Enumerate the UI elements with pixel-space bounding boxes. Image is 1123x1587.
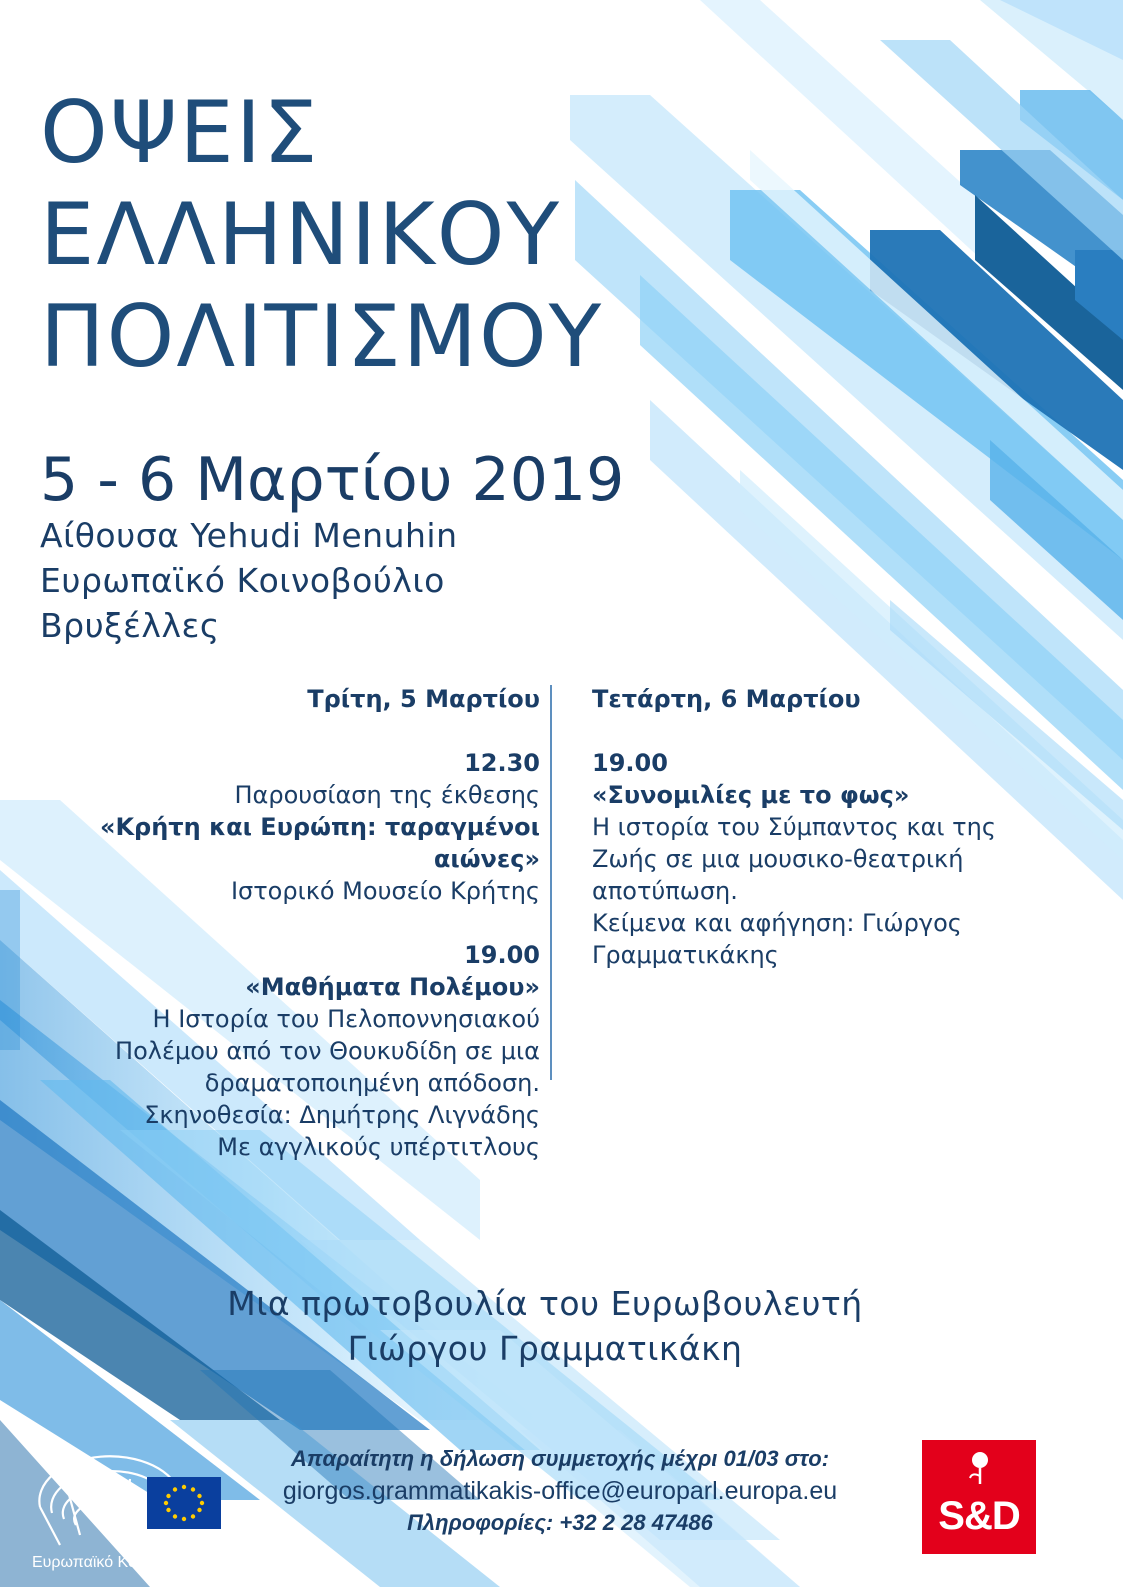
initiative-line-1: Μια πρωτοβουλία του Ευρωβουλευτή bbox=[227, 1284, 863, 1323]
day-2-event-1-title: «Συνομιλίες με το φως» bbox=[592, 781, 910, 809]
day-2-event-1-line-3: αποτύπωση. bbox=[592, 877, 738, 905]
day-1-event-2-line-1: Η Ιστορία του Πελοποννησιακού bbox=[152, 1005, 540, 1033]
day-2-heading: Τετάρτη, 6 Μαρτίου bbox=[592, 685, 861, 713]
day-1-event-1-organizer: Ιστορικό Μουσείο Κρήτης bbox=[230, 877, 540, 905]
day-2-event-1-line-2: Ζωής σε μια μουσικο-θεατρική bbox=[592, 845, 964, 873]
day-1-event-2-time: 19.00 bbox=[464, 941, 540, 969]
title-line-3: ΠΟΛΙΤΙΣΜΟΥ bbox=[40, 287, 604, 387]
day-1-event-2-line-2: Πολέμου από τον Θουκυδίδη σε μια bbox=[115, 1037, 540, 1065]
day-1-event-2-line-3: δραματοποιημένη απόδοση. bbox=[204, 1069, 540, 1097]
day-1-event-1-time: 12.30 bbox=[464, 749, 540, 777]
title-line-1: ΟΨΕΙΣ bbox=[40, 83, 320, 183]
registration-email[interactable]: giorgos.grammatikakis-office@europarl.europa.eu bbox=[282, 1477, 838, 1505]
european-parliament-caption: Ευρωπαϊκό Κοινοβούλιο bbox=[32, 1554, 205, 1571]
event-date: 5 - 6 Μαρτίου 2019 bbox=[40, 445, 625, 515]
rose-icon bbox=[966, 1450, 994, 1486]
day-2-event-1-line-4: Κείμενα και αφήγηση: Γιώργος bbox=[592, 909, 962, 937]
program-day-2 bbox=[592, 683, 1092, 971]
column-divider bbox=[550, 685, 552, 1080]
day-2-event-1-line-1: Η ιστορία του Σύμπαντος και της bbox=[592, 813, 996, 841]
day-1-event-1-intro: Παρουσίαση της έκθεσης bbox=[234, 781, 540, 809]
sd-logo bbox=[922, 1440, 1036, 1554]
day-1-heading: Τρίτη, 5 Μαρτίου bbox=[307, 685, 540, 713]
day-1-event-2-line-5: Με αγγλικούς υπέρτιτλους bbox=[217, 1133, 540, 1161]
registration-notice: Απαραίτητη η δήλωση συμμετοχής μέχρι 01/03 στο: bbox=[290, 1446, 830, 1471]
day-1-event-2-title: «Μαθήματα Πολέμου» bbox=[245, 973, 540, 1001]
venue-building: Ευρωπαϊκό Κοινοβούλιο bbox=[40, 561, 445, 600]
info-phone: Πληροφορίες: +32 2 28 47486 bbox=[407, 1510, 713, 1535]
title-line-2: ΕΛΛΗΝΙΚΟΥ bbox=[40, 185, 561, 285]
day-1-event-1-title-2: αιώνες» bbox=[433, 845, 540, 873]
day-1-event-2-line-4: Σκηνοθεσία: Δημήτρης Λιγνάδης bbox=[144, 1101, 540, 1129]
day-1-event-1-title-1: «Κρήτη και Ευρώπη: ταραγμένοι bbox=[99, 813, 540, 841]
program-day-1 bbox=[40, 683, 540, 1163]
initiative-line-2: Γιώργου Γραμματικάκη bbox=[347, 1329, 743, 1368]
venue-city: Βρυξέλλες bbox=[40, 606, 220, 645]
day-2-event-1-line-5: Γραμματικάκης bbox=[592, 941, 779, 969]
venue-room: Αίθουσα Yehudi Menuhin bbox=[40, 516, 458, 555]
sd-logo-text: S&D bbox=[938, 1494, 1020, 1538]
day-2-event-1-time: 19.00 bbox=[592, 749, 668, 777]
